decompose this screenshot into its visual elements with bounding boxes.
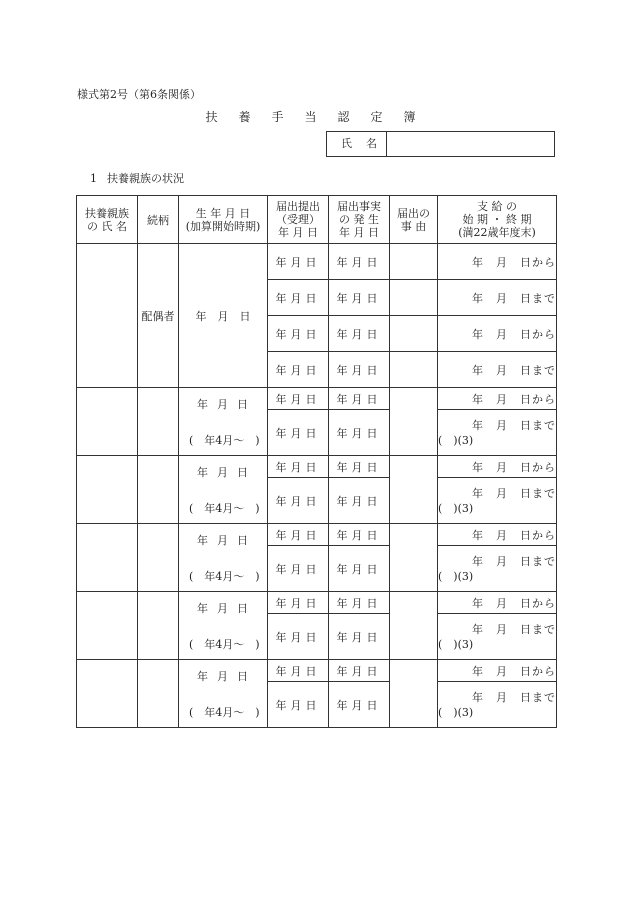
occur-date-cell[interactable]: 年月日 xyxy=(329,592,390,614)
header-line: （受理） xyxy=(276,213,320,226)
dependent-name-cell[interactable] xyxy=(77,244,138,388)
birth-date-cell[interactable] xyxy=(179,592,268,660)
section-heading xyxy=(90,170,184,186)
submit-date-cell[interactable]: 年月日 xyxy=(268,478,329,524)
birth-date-text: 年月日 xyxy=(197,601,257,615)
occur-date-cell[interactable]: 年月日 xyxy=(329,316,390,352)
occur-date-cell[interactable]: 年月日 xyxy=(329,478,390,524)
header-line: (加算開始時期) xyxy=(185,219,261,233)
payment-cell[interactable] xyxy=(438,546,557,592)
dependent-name-cell[interactable] xyxy=(77,524,138,592)
payment-cell[interactable]: 年 月 日から xyxy=(438,592,557,614)
header-occur-date xyxy=(329,196,390,244)
occur-date-cell[interactable]: 年月日 xyxy=(329,410,390,456)
payment-cell[interactable] xyxy=(438,682,557,728)
dependent-name-cell[interactable] xyxy=(77,388,138,456)
header-reason xyxy=(390,196,438,244)
header-line: 支 給 の xyxy=(477,200,517,213)
birth-date-text: 年月日 xyxy=(197,669,257,683)
addition-start-text: ( 年4月～ ) xyxy=(189,637,260,651)
submit-date-cell[interactable]: 年月日 xyxy=(268,592,329,614)
form-number: 様式第2号（第6条関係） xyxy=(77,88,201,101)
relation-cell[interactable] xyxy=(138,592,179,660)
submit-date-cell[interactable]: 年月日 xyxy=(268,244,329,280)
payment-cell[interactable]: 年 月 日から xyxy=(438,316,557,352)
header-line: 年 月 日 xyxy=(278,226,318,239)
occur-date-cell[interactable]: 年月日 xyxy=(329,682,390,728)
header-line: 届出の xyxy=(397,206,430,220)
reason-cell[interactable] xyxy=(390,280,438,316)
birth-date-text: 年月日 xyxy=(197,533,257,547)
section-label: 扶養親族の状況 xyxy=(107,172,184,185)
addition-start-text: ( 年4月～ ) xyxy=(189,569,260,583)
occur-date-cell[interactable]: 年月日 xyxy=(329,546,390,592)
table-row xyxy=(77,592,557,614)
table-row xyxy=(77,456,557,478)
submit-date-cell[interactable]: 年月日 xyxy=(268,524,329,546)
payment-note-text: ( )(3) xyxy=(438,705,474,719)
name-label: 氏名 xyxy=(327,132,387,156)
birth-date-text: 年月日 xyxy=(197,397,257,411)
payment-cell[interactable]: 年 月 日まで xyxy=(438,352,557,388)
payment-end-text: 年 月 日まで xyxy=(472,622,556,636)
table-row xyxy=(77,524,557,546)
name-box xyxy=(326,131,555,157)
header-row xyxy=(77,196,557,244)
relation-cell[interactable] xyxy=(138,456,179,524)
submit-date-cell[interactable]: 年月日 xyxy=(268,682,329,728)
dependent-name-cell[interactable] xyxy=(77,592,138,660)
header-line: 続柄 xyxy=(147,213,169,227)
reason-cell[interactable] xyxy=(390,388,438,456)
payment-end-text: 年 月 日まで xyxy=(472,486,556,500)
submit-date-cell[interactable]: 年月日 xyxy=(268,352,329,388)
header-line: 事 由 xyxy=(400,219,427,233)
payment-cell[interactable]: 年 月 日から xyxy=(438,660,557,682)
submit-date-cell[interactable]: 年月日 xyxy=(268,456,329,478)
addition-start-text: ( 年4月～ ) xyxy=(189,501,260,515)
payment-note-text: ( )(3) xyxy=(438,501,474,515)
table-row xyxy=(77,660,557,682)
payment-cell[interactable] xyxy=(438,410,557,456)
birth-date-cell[interactable]: 年 月 日 xyxy=(179,244,268,388)
header-line: (満22歳年度末) xyxy=(458,226,536,239)
payment-end-text: 年 月 日まで xyxy=(472,690,556,704)
birth-date-cell[interactable] xyxy=(179,388,268,456)
header-line: の 氏 名 xyxy=(87,219,127,233)
occur-date-cell[interactable]: 年月日 xyxy=(329,352,390,388)
payment-cell[interactable] xyxy=(438,478,557,524)
dependent-name-cell[interactable] xyxy=(77,456,138,524)
occur-date-cell[interactable]: 年月日 xyxy=(329,456,390,478)
occur-date-cell[interactable]: 年月日 xyxy=(329,280,390,316)
submit-date-cell[interactable]: 年月日 xyxy=(268,410,329,456)
reason-cell[interactable] xyxy=(390,244,438,280)
birth-date-text: 年月日 xyxy=(197,465,257,479)
payment-note-text: ( )(3) xyxy=(438,569,474,583)
header-relation xyxy=(138,196,179,244)
reason-cell[interactable] xyxy=(390,660,438,728)
relation-cell[interactable] xyxy=(138,660,179,728)
submit-date-cell[interactable]: 年月日 xyxy=(268,614,329,660)
relation-cell[interactable]: 配偶者 xyxy=(138,244,179,388)
relation-cell[interactable] xyxy=(138,524,179,592)
reason-cell[interactable] xyxy=(390,352,438,388)
birth-date-cell[interactable] xyxy=(179,524,268,592)
header-birth xyxy=(179,196,268,244)
header-line: 扶養親族 xyxy=(85,206,129,220)
payment-cell[interactable]: 年 月 日から xyxy=(438,524,557,546)
addition-start-text: ( 年4月～ ) xyxy=(189,705,260,719)
header-line: 届出提出 xyxy=(276,200,320,213)
payment-cell[interactable]: 年 月 日まで xyxy=(438,280,557,316)
header-submit-date xyxy=(268,196,329,244)
occur-date-cell[interactable]: 年月日 xyxy=(329,244,390,280)
relation-cell[interactable] xyxy=(138,388,179,456)
reason-cell[interactable] xyxy=(390,316,438,352)
occur-date-cell[interactable]: 年月日 xyxy=(329,388,390,410)
dependent-name-cell[interactable] xyxy=(77,660,138,728)
payment-cell[interactable]: 年 月 日から xyxy=(438,244,557,280)
dependents-table xyxy=(76,195,557,728)
submit-date-cell[interactable]: 年月日 xyxy=(268,280,329,316)
table-row xyxy=(77,244,557,280)
header-line: 年 月 日 xyxy=(339,226,379,239)
birth-date-cell[interactable] xyxy=(179,660,268,728)
payment-cell[interactable] xyxy=(438,614,557,660)
header-line: 生 年 月 日 xyxy=(195,206,251,220)
page-title: 扶養手当認定簿 xyxy=(205,110,437,124)
occur-date-cell[interactable]: 年月日 xyxy=(329,524,390,546)
submit-date-cell[interactable]: 年月日 xyxy=(268,546,329,592)
table-row xyxy=(77,388,557,410)
header-dependent-name xyxy=(77,196,138,244)
header-payment-period xyxy=(438,196,557,244)
addition-start-text: ( 年4月～ ) xyxy=(189,433,260,447)
payment-note-text: ( )(3) xyxy=(438,433,474,447)
reason-cell[interactable] xyxy=(390,456,438,524)
submit-date-cell[interactable]: 年月日 xyxy=(268,316,329,352)
name-field[interactable] xyxy=(388,132,554,156)
reason-cell[interactable] xyxy=(390,592,438,660)
section-number: 1 xyxy=(90,172,97,185)
birth-date-cell[interactable] xyxy=(179,456,268,524)
submit-date-cell[interactable]: 年月日 xyxy=(268,660,329,682)
reason-cell[interactable] xyxy=(390,524,438,592)
header-line: 始 期 ・ 終 期 xyxy=(462,213,532,226)
payment-note-text: ( )(3) xyxy=(438,637,474,651)
header-line: 届出事実 xyxy=(337,200,381,213)
payment-cell[interactable]: 年 月 日から xyxy=(438,388,557,410)
payment-end-text: 年 月 日まで xyxy=(472,418,556,432)
payment-cell[interactable]: 年 月 日から xyxy=(438,456,557,478)
payment-end-text: 年 月 日まで xyxy=(472,554,556,568)
submit-date-cell[interactable]: 年月日 xyxy=(268,388,329,410)
occur-date-cell[interactable]: 年月日 xyxy=(329,660,390,682)
occur-date-cell[interactable]: 年月日 xyxy=(329,614,390,660)
header-line: の 発 生 xyxy=(339,213,379,226)
